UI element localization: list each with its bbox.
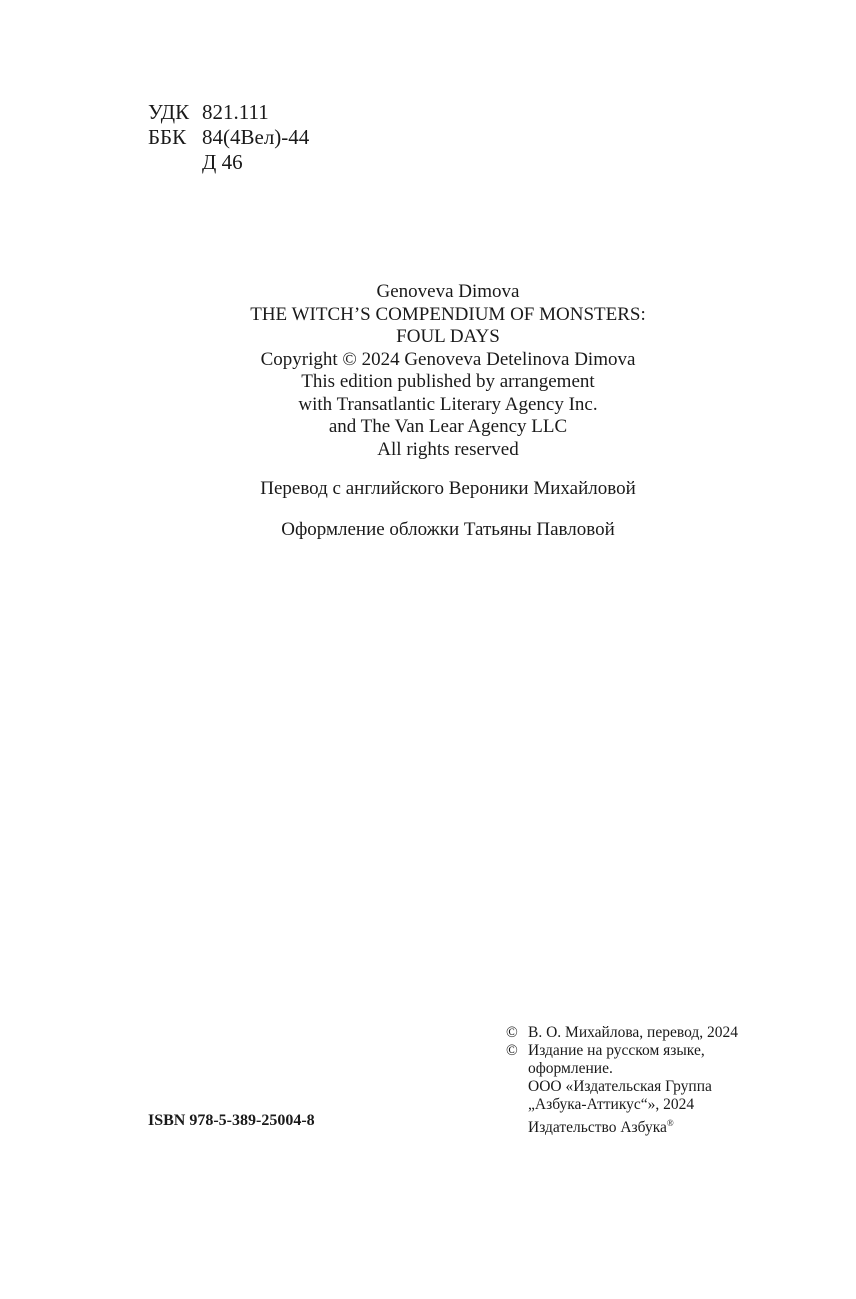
copyright-entry-1-text: В. О. Михайлова, перевод, 2024 [528,1024,739,1041]
edition-line-2: with Transatlantic Literary Agency Inc. [298,393,598,415]
cover-design-credit: Оформление обложки Татьяны Павловой [281,518,615,540]
rights-notice: All rights reserved [377,438,519,460]
copyright-symbol: © [506,1024,518,1041]
author-mark: Д 46 [202,150,243,174]
copyright-symbol: © [506,1042,518,1059]
credits-block [0,281,856,541]
edition-line-3: and The Van Lear Agency LLC [328,416,568,437]
bbk-value: 84(4Вел)-44 [202,125,310,149]
copyright-block [506,1024,738,1137]
edition-line-1: This edition published by arrangement [301,371,595,392]
copyright-notice: Copyright © 2024 Genoveva Detelinova Dimova [260,348,636,370]
bbk-code: ББК [148,125,187,149]
udk-value: 821.111 [202,100,269,124]
copyright-entry-2-line-5 [528,1114,712,1137]
bbk-row [148,125,309,150]
author-mark-row [148,150,309,175]
copyright-entry-edition [506,1042,738,1137]
copyright-entry-2-line-1: Издание на русском языке, [528,1042,705,1059]
publisher-name: Издательство Азбука [528,1119,667,1137]
original-title-line-2: FOUL DAYS [396,326,500,347]
copyright-entry-2-line-2: оформление. [528,1060,613,1077]
translation-credit: Перевод с английского Вероники Михайловой [260,478,636,499]
original-title-line-1: THE WITCH’S COMPENDIUM OF MONSTERS: [250,303,646,325]
udk-code: УДК [148,100,190,124]
registered-mark: ® [666,1118,674,1128]
copyright-entry-2-line-3: ООО «Издательская Группа [528,1078,712,1095]
library-classification [148,100,309,175]
udk-row [148,100,309,125]
author-name: Genoveva Dimova [376,281,520,302]
copyright-entry-translation [506,1024,738,1042]
isbn: ISBN 978-5-389-25004-8 [148,1112,315,1129]
copyright-entry-2-line-4: „Азбука-Аттикус“», 2024 [528,1096,695,1113]
